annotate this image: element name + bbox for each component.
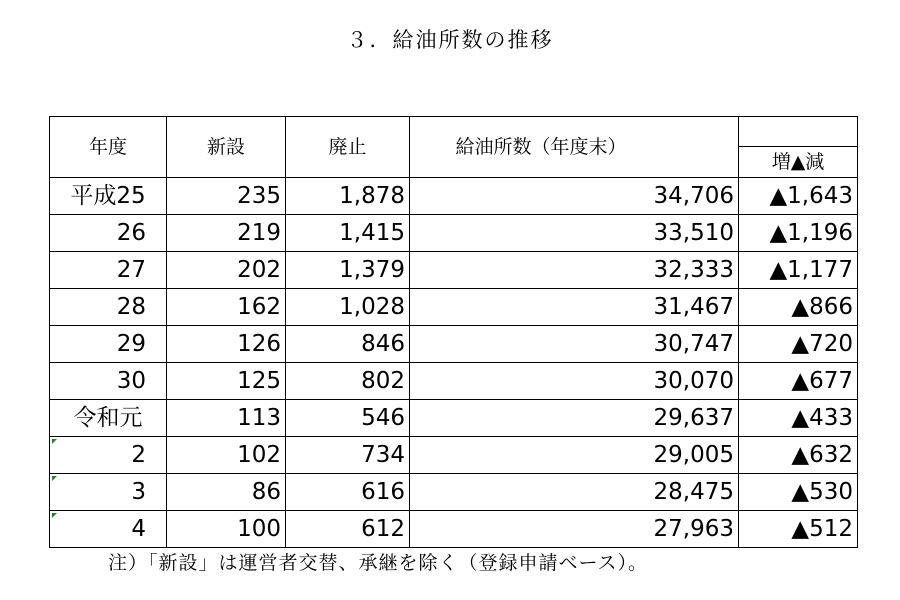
cell-closed: 846 [286,326,410,363]
table-row [50,215,858,252]
cell-change: ▲1,643 [739,178,858,215]
cell-new: 202 [167,252,286,289]
cell-year: 2 [50,437,167,474]
table-row [50,437,858,474]
cell-year: 28 [50,289,167,326]
cell-change: ▲1,177 [739,252,858,289]
cell-stations: 34,706 [410,178,739,215]
cell-year: 3 [50,474,167,511]
cell-new: 102 [167,437,286,474]
table-row [50,326,858,363]
cell-new: 125 [167,363,286,400]
cell-closed: 1,379 [286,252,410,289]
cell-closed: 1,415 [286,215,410,252]
header-year: 年度 [50,117,167,178]
gas-station-table [49,116,858,548]
table-row [50,289,858,326]
table-row [50,178,858,215]
table-row [50,511,858,548]
cell-year: 平成25 [50,178,167,215]
cell-year: 4 [50,511,167,548]
cell-new: 126 [167,326,286,363]
table-row [50,400,858,437]
cell-marker-icon [52,513,57,518]
header-change: 増▲減 [739,146,857,177]
header-change-cell [739,117,858,178]
cell-stations: 33,510 [410,215,739,252]
page-title: ３．給油所数の推移 [346,28,554,52]
cell-year: 29 [50,326,167,363]
cell-stations: 29,005 [410,437,739,474]
cell-stations: 29,637 [410,400,739,437]
header-new: 新設 [167,117,286,178]
cell-year: 27 [50,252,167,289]
header-stations: 給油所数（年度末） [410,117,739,178]
cell-new: 86 [167,474,286,511]
cell-new: 100 [167,511,286,548]
cell-year: 30 [50,363,167,400]
cell-change: ▲677 [739,363,858,400]
cell-marker-icon [52,476,57,481]
cell-stations: 30,747 [410,326,739,363]
cell-new: 162 [167,289,286,326]
cell-change: ▲530 [739,474,858,511]
cell-new: 235 [167,178,286,215]
cell-new: 113 [167,400,286,437]
table-row [50,252,858,289]
cell-change: ▲866 [739,289,858,326]
cell-stations: 27,963 [410,511,739,548]
cell-change: ▲433 [739,400,858,437]
cell-change: ▲1,196 [739,215,858,252]
cell-closed: 546 [286,400,410,437]
table-row [50,363,858,400]
cell-closed: 612 [286,511,410,548]
cell-stations: 32,333 [410,252,739,289]
table-body [50,178,858,548]
cell-change: ▲632 [739,437,858,474]
cell-closed: 802 [286,363,410,400]
footnote: 注）「新設」は運営者交替、承継を除く（登録申請ベース）。 [108,552,649,574]
cell-change: ▲512 [739,511,858,548]
cell-year: 令和元 [50,400,167,437]
cell-closed: 734 [286,437,410,474]
cell-closed: 616 [286,474,410,511]
cell-new: 219 [167,215,286,252]
cell-stations: 30,070 [410,363,739,400]
cell-stations: 28,475 [410,474,739,511]
cell-closed: 1,878 [286,178,410,215]
cell-stations: 31,467 [410,289,739,326]
table-row [50,474,858,511]
table-header-row [50,117,858,178]
cell-closed: 1,028 [286,289,410,326]
cell-year: 26 [50,215,167,252]
cell-marker-icon [52,439,57,444]
header-closed: 廃止 [286,117,410,178]
cell-change: ▲720 [739,326,858,363]
